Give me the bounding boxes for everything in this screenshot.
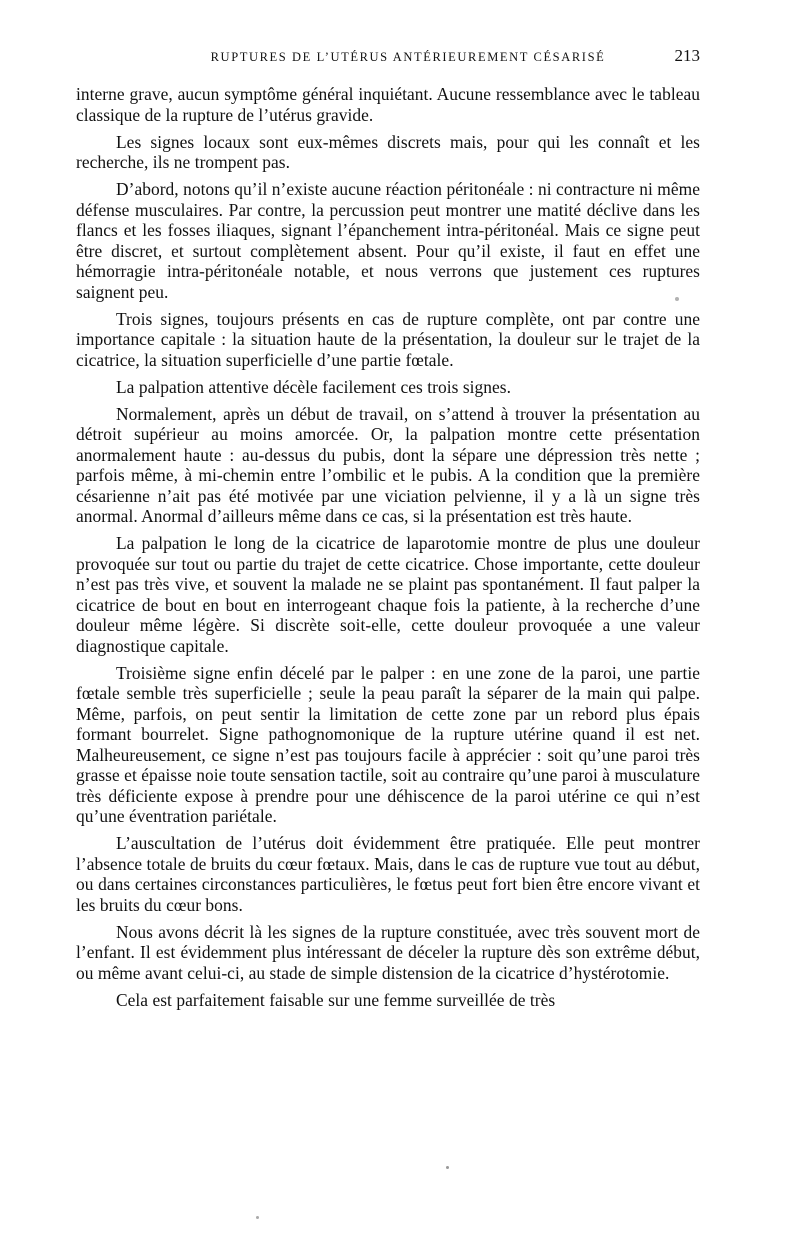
print-speck bbox=[256, 1216, 259, 1219]
paragraph-three-signs: Trois signes, toujours présents en cas de rupture complète, ont par contre une importance capitale : la situation haute de la présentation, la douleur sur le trajet de la cicatrice, la situation superficielle d’une partie fœtale. bbox=[76, 308, 700, 370]
paragraph-palpation: La palpation attentive décèle facilement ces trois signes. bbox=[116, 376, 511, 397]
print-speck bbox=[675, 297, 679, 301]
paragraph-early-detection: Nous avons décrit là les signes de la rupture constituée, avec très souvent mort de l’enfant. Il est évidemment plus intéressant de déceler la rupture dès son extrême début, ou même avant celui-ci, au stade de simple distension de la cicatrice d’hystérotomie. bbox=[76, 921, 700, 983]
body-text bbox=[76, 84, 700, 1010]
paragraph-high-presentation: Normalement, après un début de travail, on s’attend à trouver la présentation au détroit supérieur au moins amorcée. Or, la palpation montre cette présentation anormalement haute : au-dessus du pubis, dont la sépare une dépression très nette ; parfois même, à mi-chemin entre l’ombilic et le pubis. A la condition que la première césarienne n’ait pas été motivée par une viciation pelvienne, il y a là un signe très anormal. Anormal d’ailleurs même dans ce cas, si la présentation est très haute. bbox=[76, 403, 700, 526]
paragraph-scar-pain: La palpation le long de la cicatrice de laparotomie montre de plus une douleur provoquée sur tout ou partie du trajet de cette cicatrice. Chose importante, cette douleur n’est pas très vive, et souvent la malade ne se plaint pas spontanément. Il faut palper la cicatrice de bout en bout en interrogeant chaque fois la patiente, à la recherche d’une douleur même légère. Si discrète soit-elle, cette douleur provoquée a une valeur diagnostique capitale. bbox=[76, 533, 700, 656]
paragraph-auscultation: L’auscultation de l’utérus doit évidemment être pratiquée. Elle peut montrer l’absence totale de bruits du cœur fœtaux. Mais, dans le cas de rupture vue tout au début, ou dans certaines circonstances particulières, le fœtus peut fort bien être encore vivant et les bruits du cœur bons. bbox=[76, 833, 700, 915]
running-title: RUPTURES DE L’UTÉRUS ANTÉRIEUREMENT CÉSARISÉ bbox=[210, 50, 606, 64]
paragraph-surveillance: Cela est parfaitement faisable sur une femme surveillée de très bbox=[116, 989, 556, 1010]
paragraph-superficial-fetal-part: Troisième signe enfin décelé par le palper : en une zone de la paroi, une partie fœtale semble très superficielle ; seule la peau paraît la séparer de la main qui palpe. Même, parfois, on peut sentir la limitation de cette zone par un rebord plus épais formant bourrelet. Signe pathognomonique de la rupture utérine quand il est net. Malheureusement, ce signe n’est pas toujours facile à apprécier : soit qu’une paroi très grasse et épaisse noie toute sensation tactile, soit au contraire qu’une paroi à musculature très déficiente expose à prendre pour une déhiscence de la paroi utérine ce qui n’est qu’une éventration pariétale. bbox=[76, 662, 700, 826]
book-page bbox=[76, 46, 700, 1017]
running-header bbox=[76, 46, 700, 72]
page-number: 213 bbox=[674, 46, 700, 65]
paragraph-continued: interne grave, aucun symptôme général inquiétant. Aucune ressemblance avec le tableau classique de la rupture de l’utérus gravide. bbox=[76, 84, 700, 125]
print-speck bbox=[446, 1166, 449, 1169]
paragraph-peritoneal-reaction: D’abord, notons qu’il n’existe aucune réaction péritonéale : ni contracture ni même défense musculaires. Par contre, la percussion peut montrer une matité déclive dans les flancs et les fosses iliaques, signant l’épanchement intra-péritonéal. Mais ce signe peut être discret, et surtout complètement absent. Pour qu’il existe, il faut en effet une hémorragie intra-péritonéale notable, et nous verrons que justement ces ruptures saignent peu. bbox=[76, 179, 700, 302]
paragraph-local-signs: Les signes locaux sont eux-mêmes discrets mais, pour qui les connaît et les recherche, ils ne trompent pas. bbox=[76, 131, 700, 172]
